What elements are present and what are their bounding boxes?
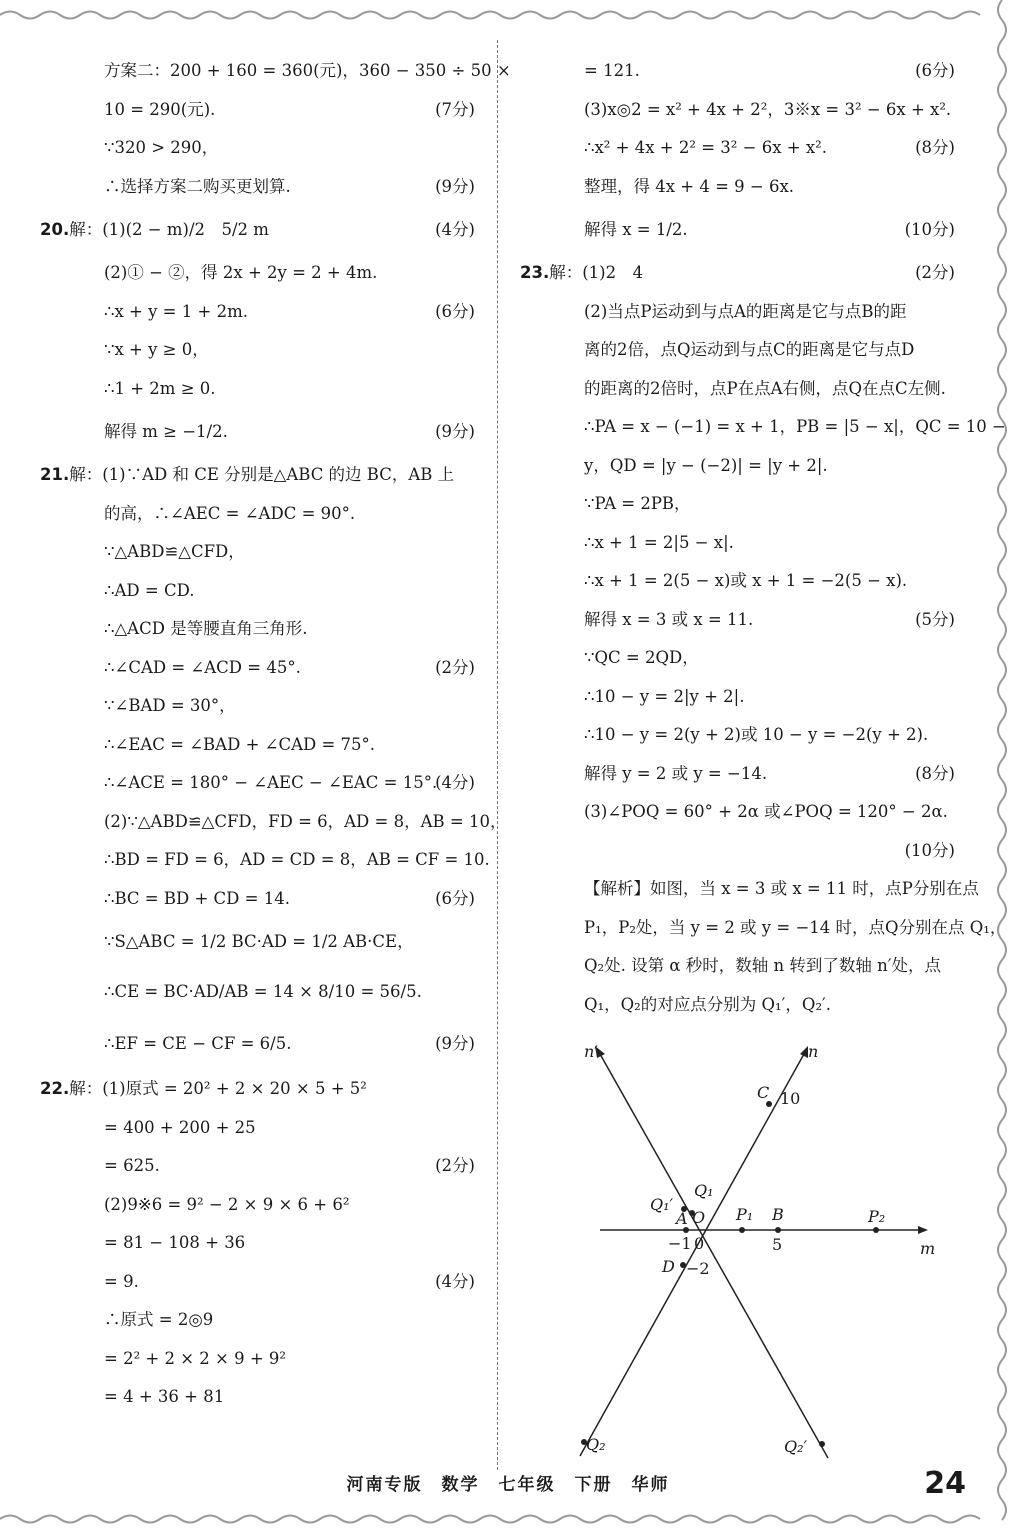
line-text (552, 129, 827, 168)
line-body: ∴△ACD 是等腰直角三角形. (104, 619, 308, 638)
line-body: 解：(1)原式 = 20² + 2 × 20 × 5 + 5² (69, 1079, 367, 1098)
line-text (72, 918, 414, 966)
solution-line (520, 947, 955, 986)
line-text (520, 254, 643, 293)
label-Q2-prime: Q₂′ (784, 1437, 808, 1456)
line-body: = 625. (104, 1156, 160, 1175)
solution-line (520, 129, 955, 168)
solution-line (520, 408, 1006, 447)
solution-line (520, 52, 955, 91)
top-wavy-border (0, 8, 1016, 22)
line-body: (2)当点P运动到与点A的距离是它与点B的距 (584, 301, 907, 321)
line-text (552, 755, 767, 794)
line-body: ∴10 − y = 2|y + 2|. (584, 686, 745, 706)
line-body: ∵S△ABC = 1/2 BC·AD = 1/2 AB·CE， (104, 932, 414, 951)
solution-line (40, 331, 475, 370)
line-body: = 4 + 36 + 81 (104, 1387, 225, 1406)
line-text (72, 1109, 256, 1148)
solution-line (40, 572, 475, 611)
solution-line (40, 1340, 475, 1379)
line-body: 方案二：200 + 160 = 360(元)，360 − 350 ÷ 50 × (104, 61, 511, 80)
line-body: (2)① − ②，得 2x + 2y = 2 + 4m. (104, 263, 378, 282)
label-Q1-prime: Q₁′ (650, 1195, 674, 1214)
line-body: ∴PA = x − (−1) = x + 1，PB = |5 − x|，QC = 10 − (584, 417, 1006, 436)
line-text (72, 1147, 160, 1186)
label-A: A (676, 1209, 688, 1228)
line-body: ∴∠ACE = 180° − ∠AEC − ∠EAC = 15°. (104, 773, 438, 792)
line-body: ∴∠EAC = ∠BAD + ∠CAD = 75°. (104, 734, 376, 754)
line-body: ∴AD = CD. (104, 580, 195, 600)
line-text (552, 909, 1006, 948)
solution-line (40, 1224, 475, 1263)
score-mark: (6分) (915, 61, 955, 80)
line-text (72, 293, 248, 332)
line-body: ∴x + 1 = 2(5 − x)或 x + 1 = −2(5 − x). (584, 571, 908, 590)
solution-line (40, 254, 475, 293)
solution-line (40, 533, 475, 572)
line-text (72, 52, 511, 91)
line-body: Q₂处. 设第 α 秒时，数轴 n 转到了数轴 n′处，点 (584, 956, 941, 975)
score-mark: (8分) (915, 763, 955, 783)
label-n-prime: n′ (584, 1042, 598, 1061)
line-text (72, 572, 194, 611)
label-neg2: −2 (686, 1259, 710, 1278)
line-body: 的高，∴∠AEC = ∠ADC = 90°. (104, 503, 356, 523)
line-text (72, 533, 245, 572)
line-text (552, 168, 794, 207)
line-body: 【解析】如图，当 x = 3 或 x = 11 时，点P分别在点 (584, 879, 979, 898)
label-B: B (772, 1205, 784, 1224)
solution-line (40, 764, 475, 803)
solution-line (520, 639, 955, 678)
line-body: ∵QC = 2QD， (584, 648, 699, 667)
line-body: 解得 y = 2 或 y = −14. (584, 763, 768, 783)
score-mark: (10分) (904, 840, 955, 860)
solution-line (40, 918, 475, 966)
solution-line (40, 1301, 475, 1340)
line-body: y，QD = |y − (−2)| = |y + 2|. (584, 455, 828, 475)
line-body: (2)∵△ABD≌△CFD，FD = 6，AD = 8，AB = 10， (104, 811, 507, 831)
line-body: = 121. (584, 61, 640, 80)
line-text (72, 764, 437, 803)
solution-line (40, 408, 475, 456)
page-number: 24 (924, 1466, 966, 1501)
line-text (552, 524, 734, 563)
solution-line (520, 485, 955, 524)
solution-line (40, 803, 507, 842)
line-body: 整理，得 4x + 4 = 9 − 6x. (584, 176, 795, 196)
question-number: 23. (520, 263, 550, 282)
line-text (72, 726, 375, 765)
label-m: m (920, 1239, 936, 1258)
line-text (72, 129, 218, 168)
solution-line (520, 91, 955, 130)
label-neg1: −1 (668, 1234, 692, 1253)
line-text (552, 947, 941, 986)
label-n: n (808, 1042, 819, 1061)
line-body: ∵320 > 290， (104, 138, 219, 157)
solution-line (520, 447, 955, 486)
score-mark: (5分) (915, 609, 955, 629)
line-body: ∴x + y = 1 + 2m. (104, 301, 248, 321)
line-text (552, 716, 928, 755)
solution-line (40, 495, 475, 534)
line-text (552, 870, 979, 909)
line-text (552, 678, 744, 717)
line-body: 离的2倍，点Q运动到与点C的距离是它与点D (584, 340, 915, 359)
score-mark: (2分) (435, 1156, 475, 1175)
line-text (72, 91, 215, 130)
line-text (72, 687, 236, 726)
label-C: C (757, 1083, 770, 1102)
line-body: ∵△ABD≌△CFD， (104, 542, 245, 561)
label-P2: P₂ (868, 1207, 886, 1226)
line-body: ∴BC = BD + CD = 14. (104, 888, 290, 908)
score-mark: (9分) (435, 1034, 475, 1053)
score-mark: (4分) (435, 1271, 475, 1291)
solution-line (40, 456, 475, 495)
line-body: ∴选择方案二购买更划算. (104, 176, 291, 196)
line-body: 解：(1)∵AD 和 CE 分别是△ABC 的边 BC，AB 上 (69, 465, 455, 484)
score-mark: (6分) (435, 888, 475, 908)
line-body: = 9. (104, 1271, 139, 1291)
label-ten: 10 (780, 1089, 801, 1108)
score-mark: (9分) (435, 176, 475, 196)
line-text (72, 370, 216, 409)
solution-line (40, 1186, 475, 1225)
line-text (72, 803, 506, 842)
question-number: 22. (40, 1079, 70, 1098)
line-body: ∴x + 1 = 2|5 − x|. (584, 532, 734, 552)
solution-line (520, 206, 955, 254)
line-body: ∵x + y ≥ 0， (104, 340, 209, 359)
line-text (72, 1378, 224, 1417)
solution-line (40, 370, 475, 409)
line-text (72, 880, 290, 919)
solution-line (520, 716, 955, 755)
left-column (40, 52, 511, 1417)
line-text (72, 254, 377, 293)
score-mark: (9分) (435, 422, 475, 441)
line-body: ∴∠CAD = ∠ACD = 45°. (104, 657, 301, 677)
line-body: ∵∠BAD = 30°， (104, 696, 236, 715)
solution-line (40, 1263, 475, 1302)
label-zero: 0 (694, 1234, 705, 1253)
line-text (552, 91, 951, 130)
line-body: 解：(1)(2 − m)/2 5/2 m (69, 220, 269, 239)
line-text (72, 1018, 291, 1070)
line-text (552, 52, 640, 91)
solution-line (520, 370, 955, 409)
solution-line (40, 91, 475, 130)
line-text (552, 331, 914, 370)
line-body: (3)x◎2 = x² + 4x + 2²，3※x = 3² − 6x + x². (584, 99, 952, 119)
line-body: ∴EF = CE − CF = 6/5. (104, 1034, 292, 1053)
solution-line (520, 254, 955, 293)
score-mark: (2分) (435, 657, 475, 677)
label-D: D (662, 1257, 675, 1276)
label-five: 5 (772, 1235, 783, 1254)
line-text (552, 293, 907, 332)
line-text (552, 639, 699, 678)
solution-line (520, 678, 955, 717)
solution-line (520, 601, 955, 640)
line-text (40, 456, 454, 495)
solution-line (520, 793, 955, 832)
line-text (552, 601, 753, 640)
solution-line (40, 293, 475, 332)
line-body: = 81 − 108 + 36 (104, 1233, 246, 1252)
line-body: P₁，P₂处，当 y = 2 或 y = −14 时，点Q分别在点 Q₁， (584, 917, 1007, 937)
line-body: Q₁，Q₂的对应点分别为 Q₁′，Q₂′. (584, 994, 832, 1014)
line-text (552, 793, 948, 832)
solution-line (40, 52, 511, 91)
line-body: 10 = 290(元). (104, 99, 216, 119)
label-Q1: Q₁ (694, 1181, 714, 1200)
question-number: 20. (40, 220, 70, 239)
solution-line (520, 524, 955, 563)
solution-line (40, 726, 475, 765)
line-body: = 2² + 2 × 2 × 9 + 9² (104, 1348, 287, 1368)
solution-line (520, 909, 1007, 948)
solution-line (40, 1378, 475, 1417)
line-body: ∵PA = 2PB， (584, 494, 691, 513)
label-O: O (692, 1208, 706, 1227)
score-mark: (4分) (435, 773, 475, 792)
solution-line (520, 755, 955, 794)
line-body: ∴10 − y = 2(y + 2)或 10 − y = −2(y + 2). (584, 725, 929, 744)
solution-line (520, 986, 955, 1025)
line-text (72, 1186, 350, 1225)
solution-line (40, 1109, 475, 1148)
column-divider (497, 40, 498, 1470)
line-body: 的距离的2倍时，点P在点A右侧，点Q在点C左侧. (584, 378, 946, 398)
solution-line (40, 129, 475, 168)
line-body: (2)9※6 = 9² − 2 × 9 × 6 + 6² (104, 1194, 350, 1214)
solution-line (520, 562, 955, 601)
right-column (520, 52, 1007, 1024)
line-text (72, 1301, 213, 1340)
question-number: 21. (40, 465, 70, 484)
score-mark: (2分) (915, 263, 955, 282)
line-text (72, 168, 291, 207)
line-body: 解得 m ≥ −1/2. (104, 422, 228, 441)
line-body: 解：(1)2 4 (549, 263, 644, 282)
solution-line (520, 293, 955, 332)
line-text (72, 841, 490, 880)
line-text (72, 966, 422, 1018)
line-text (72, 649, 301, 688)
line-body: ∴原式 = 2◎9 (104, 1310, 214, 1329)
label-Q2: Q₂ (586, 1435, 606, 1454)
solution-line (520, 168, 955, 207)
line-text (72, 1340, 286, 1379)
number-axis-figure (560, 1040, 950, 1490)
right-wavy-border (994, 0, 1010, 1536)
line-text (72, 1263, 139, 1302)
solution-line (520, 331, 955, 370)
line-text (552, 562, 907, 601)
score-mark: (8分) (915, 138, 955, 157)
solution-line (40, 206, 475, 254)
solution-line (40, 1018, 475, 1070)
solution-line (40, 966, 475, 1018)
solution-line (40, 610, 475, 649)
solution-line (40, 1147, 475, 1186)
line-body: ∴CE = BC·AD/AB = 14 × 8/10 = 56/5. (104, 982, 422, 1001)
line-text (552, 370, 946, 409)
line-body: 解得 x = 1/2. (584, 220, 688, 239)
line-text (72, 495, 355, 534)
solution-line (40, 687, 475, 726)
line-body: (3)∠POQ = 60° + 2α 或∠POQ = 120° − 2α. (584, 802, 948, 821)
line-text (552, 986, 831, 1025)
label-P1: P₁ (736, 1205, 754, 1224)
line-body: ∴BD = FD = 6，AD = CD = 8，AB = CF = 10. (104, 850, 490, 869)
line-text (552, 485, 691, 524)
line-body: = 400 + 200 + 25 (104, 1117, 256, 1137)
line-body: 解得 x = 3 或 x = 11. (584, 609, 754, 629)
line-text (40, 206, 269, 254)
bottom-wavy-border (0, 1512, 1016, 1526)
line-body: ∴x² + 4x + 2² = 3² − 6x + x². (584, 138, 827, 157)
score-mark: (6分) (435, 301, 475, 321)
solution-line (40, 649, 475, 688)
score-mark: (7分) (435, 99, 475, 119)
line-text (72, 408, 228, 456)
line-text (552, 408, 1006, 447)
solution-line (520, 832, 955, 871)
line-body: ∴1 + 2m ≥ 0. (104, 378, 216, 398)
solution-line (40, 880, 475, 919)
line-text (552, 447, 828, 486)
line-text (72, 331, 209, 370)
line-text (552, 206, 688, 254)
line-text (72, 610, 307, 649)
solution-line (40, 168, 475, 207)
score-mark: (4分) (435, 220, 475, 239)
line-text (72, 1224, 245, 1263)
solution-line (40, 841, 490, 880)
solution-line (40, 1070, 475, 1109)
score-mark: (10分) (904, 220, 955, 239)
line-text (40, 1070, 367, 1109)
footer-text: 河南专版 数学 七年级 下册 华师 (346, 1475, 670, 1495)
solution-line (520, 870, 979, 909)
